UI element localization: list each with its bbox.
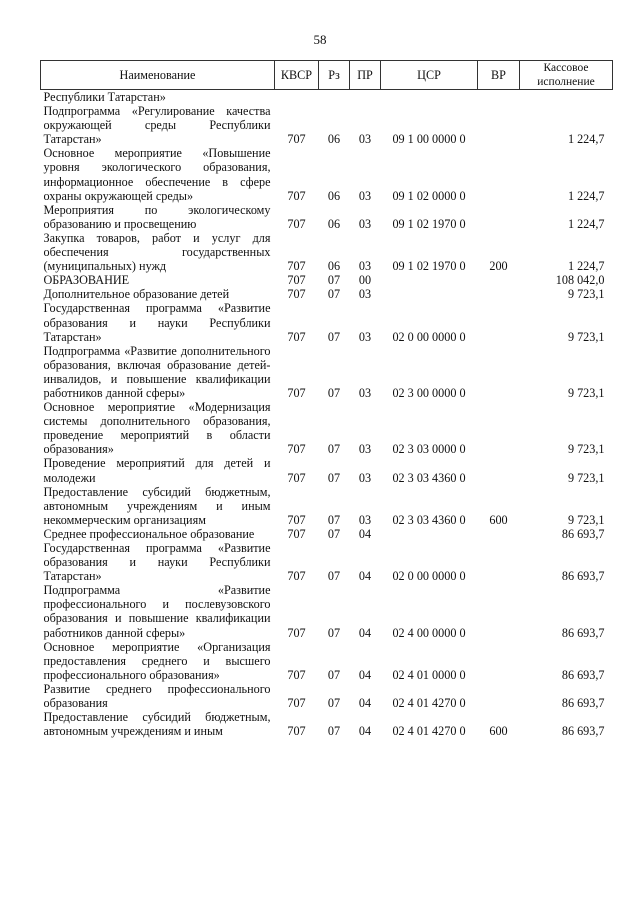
row-csr <box>381 287 478 301</box>
table-row <box>41 456 613 484</box>
row-amount: 86 693,7 <box>561 569 605 584</box>
row-rz: 07 <box>327 724 341 739</box>
row-pr: 00 <box>358 273 372 288</box>
row-kvsr: 707 <box>287 259 306 274</box>
row-vr <box>478 682 520 710</box>
table-row <box>41 90 613 105</box>
row-vr: 600 <box>489 724 508 739</box>
row-kvsr: 707 <box>287 287 306 302</box>
row-vr <box>478 90 520 105</box>
row-csr: 02 4 01 4270 0 <box>392 724 466 739</box>
header-csr: ЦСР <box>381 61 478 90</box>
row-rz: 07 <box>327 385 341 400</box>
row-amount: 9 723,1 <box>567 512 605 527</box>
row-csr: 02 3 00 0000 0 <box>392 385 466 400</box>
row-amount: 1 224,7 <box>567 132 605 147</box>
row-rz: 06 <box>327 216 341 231</box>
table-row <box>41 682 613 710</box>
row-kvsr <box>275 90 319 105</box>
row-vr <box>478 104 520 146</box>
row-vr <box>478 541 520 583</box>
row-csr: 09 1 02 1970 0 <box>392 259 466 274</box>
row-csr: 09 1 00 0000 0 <box>392 132 466 147</box>
row-csr: 02 3 03 4360 0 <box>392 470 466 485</box>
row-amount <box>520 90 613 105</box>
table-row <box>41 301 613 343</box>
table-row <box>41 710 613 738</box>
row-pr: 03 <box>358 259 372 274</box>
row-rz <box>319 90 350 105</box>
row-rz: 07 <box>327 625 341 640</box>
row-rz: 07 <box>327 569 341 584</box>
row-amount: 9 723,1 <box>567 287 605 302</box>
row-csr: 02 3 03 4360 0 <box>392 512 466 527</box>
page-number: 58 <box>313 32 327 47</box>
row-csr: 09 1 02 1970 0 <box>392 216 466 231</box>
row-amount: 108 042,0 <box>555 273 605 288</box>
row-pr: 04 <box>358 569 372 584</box>
row-rz: 07 <box>327 442 341 457</box>
row-kvsr: 707 <box>287 512 306 527</box>
row-rz: 07 <box>327 273 341 288</box>
row-csr: 02 0 00 0000 0 <box>392 569 466 584</box>
table-row <box>41 344 613 400</box>
row-vr <box>478 344 520 400</box>
row-kvsr: 707 <box>287 385 306 400</box>
row-pr: 03 <box>358 512 372 527</box>
row-name: Проведение мероприятий для детей и молодежи <box>43 456 271 485</box>
row-kvsr: 707 <box>287 132 306 147</box>
row-amount: 86 693,7 <box>561 526 605 541</box>
table-row <box>41 287 613 301</box>
table-body <box>41 90 613 739</box>
row-pr: 04 <box>358 667 372 682</box>
row-vr: 600 <box>489 512 508 527</box>
row-name: Предоставление субсидий бюджетным, автономным учреждениям и иным некоммерческим организациям <box>43 484 271 527</box>
row-vr <box>478 583 520 639</box>
table-row <box>41 273 613 287</box>
row-name: Государственная программа «Развитие образования и науки Республики Татарстан» <box>43 541 271 584</box>
header-vr: ВР <box>478 61 520 90</box>
row-name: Подпрограмма «Регулирование качества окружающей среды Республики Татарстан» <box>43 104 271 147</box>
row-kvsr: 707 <box>287 625 306 640</box>
table-header <box>41 61 613 90</box>
row-amount: 86 693,7 <box>561 696 605 711</box>
header-amount: Кассовое исполнение <box>520 61 613 90</box>
row-amount: 9 723,1 <box>567 385 605 400</box>
row-csr: 02 0 00 0000 0 <box>392 329 466 344</box>
row-amount: 86 693,7 <box>561 667 605 682</box>
row-name: Развитие среднего профессионального образования <box>43 681 271 711</box>
row-pr: 03 <box>358 442 372 457</box>
row-vr <box>478 527 520 541</box>
row-rz: 07 <box>327 287 341 302</box>
row-rz: 06 <box>327 188 341 203</box>
row-pr: 04 <box>358 696 372 711</box>
row-kvsr: 707 <box>287 526 306 541</box>
row-kvsr: 707 <box>287 569 306 584</box>
row-name: Подпрограмма «Развитие дополнительного образования, включая образование детей-инвалидов, и повышение квалификации работников данной сферы» <box>43 343 271 400</box>
row-name: Среднее профессиональное образование <box>43 526 255 541</box>
row-name: Государственная программа «Развитие образования и науки Республики Татарстан» <box>43 301 271 344</box>
row-kvsr: 707 <box>287 696 306 711</box>
row-rz: 07 <box>327 512 341 527</box>
row-pr: 03 <box>358 385 372 400</box>
row-name: Подпрограмма «Развитие профессионального и послевузовского образования и повышение квалификации работников данной сферы» <box>43 583 271 640</box>
row-pr: 03 <box>358 470 372 485</box>
table-row <box>41 400 613 456</box>
row-name: Предоставление субсидий бюджетным, автономным учреждениям и иным <box>43 710 271 739</box>
header-rz: Рз <box>319 61 350 90</box>
row-vr <box>478 400 520 456</box>
table-row <box>41 146 613 202</box>
row-pr: 03 <box>358 188 372 203</box>
row-csr: 02 3 03 0000 0 <box>392 442 466 457</box>
row-name: Основное мероприятие «Повышение уровня экологического образования, информационное обеспечение в сфере охраны окружающей среды» <box>43 146 271 203</box>
row-vr <box>478 203 520 231</box>
row-pr: 03 <box>358 216 372 231</box>
row-rz: 07 <box>327 696 341 711</box>
row-vr <box>478 273 520 287</box>
row-kvsr: 707 <box>287 273 306 288</box>
row-csr: 02 4 00 0000 0 <box>392 625 466 640</box>
row-pr: 04 <box>358 625 372 640</box>
row-amount: 86 693,7 <box>561 724 605 739</box>
row-name: Основное мероприятие «Организация предоставления среднего и высшего профессионального образования» <box>43 639 271 682</box>
row-name: Республики Татарстан» <box>43 90 166 104</box>
row-kvsr: 707 <box>287 329 306 344</box>
row-pr: 03 <box>358 132 372 147</box>
row-vr: 200 <box>489 259 508 274</box>
row-csr: 02 4 01 4270 0 <box>392 696 466 711</box>
table-row <box>41 231 613 273</box>
row-vr <box>478 146 520 202</box>
row-name: Дополнительное образование детей <box>43 287 230 302</box>
row-amount: 9 723,1 <box>567 329 605 344</box>
row-pr <box>350 90 381 105</box>
row-kvsr: 707 <box>287 667 306 682</box>
row-rz: 06 <box>327 132 341 147</box>
row-csr <box>381 90 478 105</box>
table-row <box>41 203 613 231</box>
row-vr <box>478 456 520 484</box>
row-rz: 07 <box>327 526 341 541</box>
table-row <box>41 583 613 639</box>
row-amount: 86 693,7 <box>561 625 605 640</box>
row-rz: 06 <box>327 259 341 274</box>
row-pr: 03 <box>358 287 372 302</box>
table-row <box>41 485 613 527</box>
table-row <box>41 104 613 146</box>
row-name: Закупка товаров, работ и услуг для обеспечения государственных (муниципальных) нужд <box>43 230 271 274</box>
row-pr: 03 <box>358 329 372 344</box>
row-csr <box>381 527 478 541</box>
row-amount: 9 723,1 <box>567 470 605 485</box>
row-rz: 07 <box>327 470 341 485</box>
row-pr: 04 <box>358 724 372 739</box>
header-name: Наименование <box>41 61 275 90</box>
table-row <box>41 527 613 541</box>
row-vr <box>478 287 520 301</box>
budget-execution-table <box>40 60 613 738</box>
row-rz: 07 <box>327 667 341 682</box>
row-kvsr: 707 <box>287 470 306 485</box>
row-amount: 1 224,7 <box>567 259 605 274</box>
header-kvsr: КВСР <box>275 61 319 90</box>
row-csr: 02 4 01 0000 0 <box>392 667 466 682</box>
row-kvsr: 707 <box>287 724 306 739</box>
row-pr: 04 <box>358 526 372 541</box>
row-csr <box>381 273 478 287</box>
header-pr: ПР <box>350 61 381 90</box>
row-kvsr: 707 <box>287 188 306 203</box>
row-name: Основное мероприятие «Модернизация системы дополнительного образования, проведение мероприятий в области образования» <box>43 400 271 457</box>
row-name: ОБРАЗОВАНИЕ <box>43 273 130 288</box>
row-name: Мероприятия по экологическому образованию и просвещению <box>43 202 271 231</box>
table-row <box>41 541 613 583</box>
row-vr <box>478 640 520 682</box>
row-kvsr: 707 <box>287 216 306 231</box>
row-rz: 07 <box>327 329 341 344</box>
row-csr: 09 1 02 0000 0 <box>392 188 466 203</box>
row-amount: 1 224,7 <box>567 188 605 203</box>
row-vr <box>478 301 520 343</box>
table-row <box>41 640 613 682</box>
row-amount: 9 723,1 <box>567 442 605 457</box>
row-kvsr: 707 <box>287 442 306 457</box>
row-amount: 1 224,7 <box>567 216 605 231</box>
